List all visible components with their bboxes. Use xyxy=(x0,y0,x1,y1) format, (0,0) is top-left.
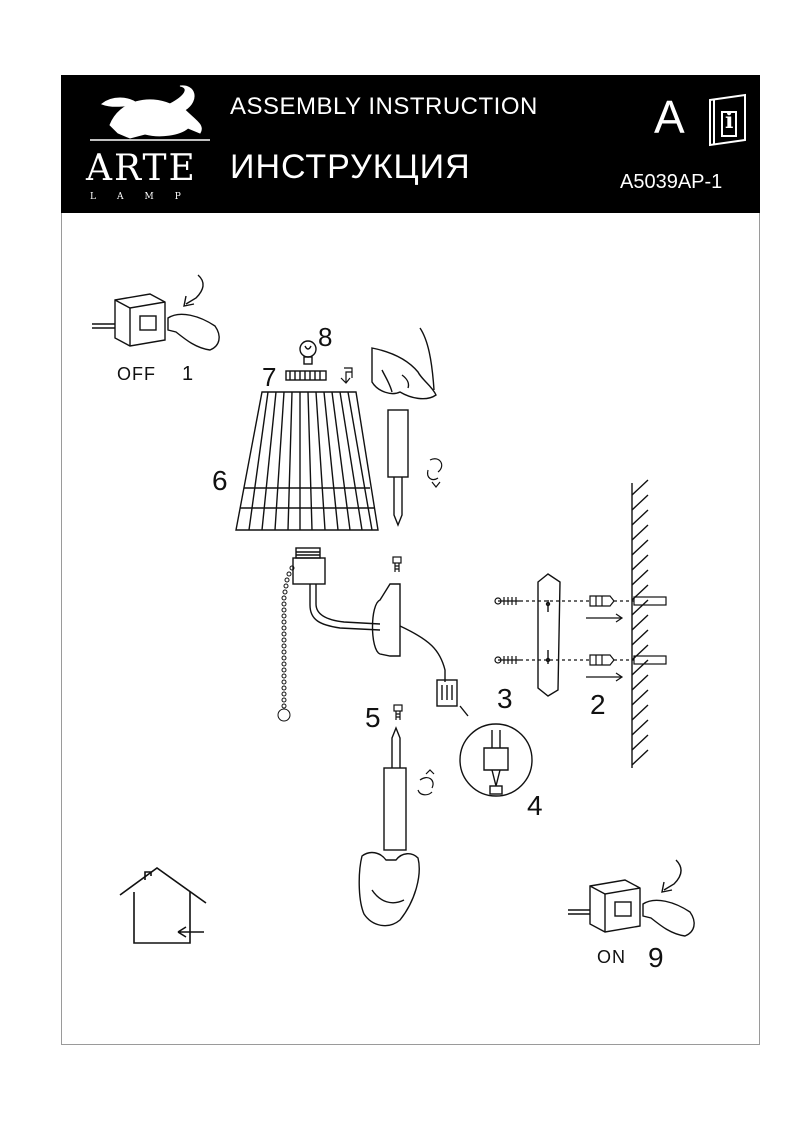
pull-chain xyxy=(278,566,294,721)
type-letter: A xyxy=(654,91,685,143)
step-7-number: 7 xyxy=(262,362,277,392)
rotate-arrow-icon-3 xyxy=(418,770,434,795)
switch-off-icon xyxy=(92,275,219,350)
info-glyph: i xyxy=(725,108,734,134)
step-4-number: 4 xyxy=(527,790,543,821)
switch-on-icon xyxy=(568,860,694,936)
lamp-shade xyxy=(236,392,378,530)
connector-detail xyxy=(460,706,532,796)
screwdriver-bottom xyxy=(384,728,406,850)
indoor-house-icon xyxy=(120,868,206,943)
hand-top xyxy=(372,328,436,399)
bulb-icon xyxy=(300,341,316,364)
hand-bottom xyxy=(359,853,419,926)
rotate-arrow-icon-2 xyxy=(428,459,442,487)
mounting-bracket xyxy=(538,574,560,696)
step-3-number: 3 xyxy=(497,683,513,714)
rotate-arrow-icon xyxy=(341,368,352,383)
shade-ring xyxy=(286,371,326,380)
model-code: A5039AP-1 xyxy=(620,171,723,193)
off-label: OFF xyxy=(117,364,156,384)
step-8-number: 8 xyxy=(318,322,333,352)
screw-dowel-set xyxy=(495,596,666,681)
step-1-number: 1 xyxy=(182,363,194,385)
brand-logo-text: ARTE xyxy=(86,148,197,189)
lamp-holder xyxy=(293,548,457,706)
griffin-logo-icon xyxy=(90,86,210,140)
step-9-number: 9 xyxy=(648,942,664,973)
on-label: ON xyxy=(597,947,626,967)
title-russian: ИНСТРУКЦИЯ xyxy=(230,148,471,186)
step-6-number: 6 xyxy=(212,465,228,496)
title-english: ASSEMBLY INSTRUCTION xyxy=(230,93,538,120)
step-5-number: 5 xyxy=(365,702,381,733)
wall-hatching xyxy=(632,480,648,768)
screwdriver-top xyxy=(388,410,408,525)
screw-top xyxy=(393,557,401,572)
step-2-number: 2 xyxy=(590,689,606,720)
screw-bottom xyxy=(394,705,402,720)
brand-subtitle: LAMP xyxy=(90,192,202,202)
